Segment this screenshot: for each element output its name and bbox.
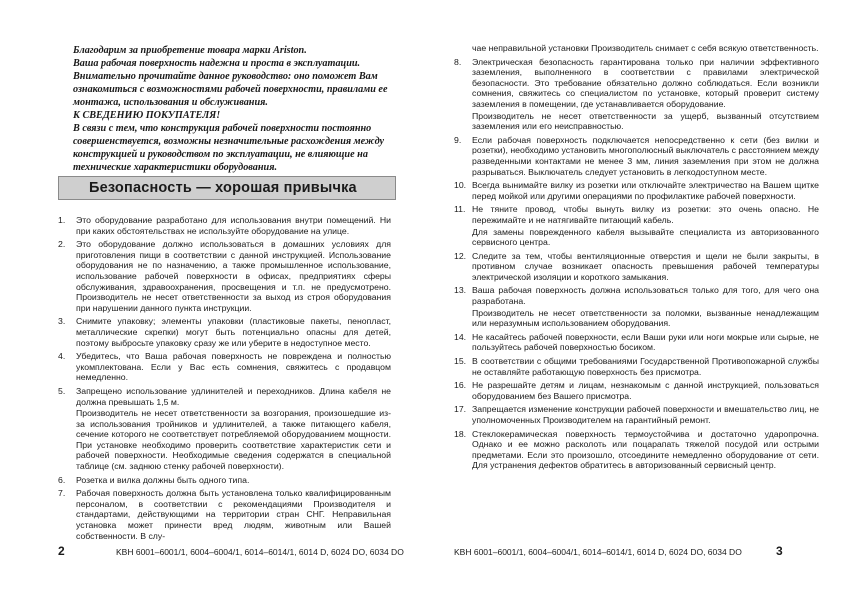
page-number-right: 3 <box>776 544 783 558</box>
model-footer-left: KBH 6001–6001/1, 6004–6004/1, 6014–6014/1, 6014 D, 6024 DO, 6034 DO <box>116 547 404 557</box>
safety-item: 12. Следите за тем, чтобы вентиляционные отверстия и щели не были закрыты, в противном случае возникает опасность превышения рабочей температуры электрической изоляции и короткого замыкания. <box>454 250 819 282</box>
continuation-text: чае неправильной установки Производитель снимает с себя всякую ответственность. <box>472 43 819 53</box>
safety-item: 11. Не тяните провод, чтобы вынуть вилку из розетки: это очень опасно. Не пережимайте и не натягивайте питающий кабель. Для замены поврежденного кабеля вызывайте специалиста из авторизованного сервисного центра. <box>454 204 819 248</box>
safety-item: 16. Не разрешайте детям и лицам, незнакомым с данной инструкцией, пользоваться оборудованием без Вашего присмотра. <box>454 380 819 401</box>
page-right <box>421 0 842 595</box>
safety-item: 14. Не касайтесь рабочей поверхности, если Ваши руки или ноги мокрые или сырые, не пользуйтесь рабочей поверхностью босиком. <box>454 331 819 353</box>
intro-reliable: Ваша рабочая поверхность надежна и проста в эксплуатации. <box>73 58 361 69</box>
safety-item: 15. В соответствии с общими требованиями Государственной Противопожарной службы не оставляйте работающую поверхность без присмотра. <box>454 356 819 377</box>
notice-text: В связи с тем, что конструкция рабочей поверхности постоянно совершенствуется, возможны незначительные расхождения между конструкцией и руководством по эксплуатации, не влияющие на технические характеристики оборудования. <box>73 123 385 173</box>
intro-thanks: Благодарим за приобретение товара марки Ariston. <box>73 45 307 56</box>
safety-item: 1. Это оборудование разработано для использования внутри помещений. Ни при каких обстоятельствах не используйте оборудование на улице. <box>58 215 391 236</box>
safety-item: 8. Электрическая безопасность гарантирована только при наличии эффективного заземления, выполненного в соответствии с правилами электрической безопасности. Это требование обязательно должно соблюдаться. Если возникли сомнения, свяжитесь со специалистом по установке, который проверит систему заземления в помещении, где устанавливается оборудование. Производитель не несет ответственности за ущерб, вызванный отсутствием заземления или его неисправностью. <box>454 56 819 132</box>
safety-item: 7. Рабочая поверхность должна быть установлена только квалифицированным персоналом, в соответствии с рекомендациями Производителя и стандартами, действующими на территории стран СНГ. Неправильная установка может принести вред людям, животным или Вашей собственности. В слу- <box>58 488 391 541</box>
model-footer-right: KBH 6001–6001/1, 6004–6004/1, 6014–6014/1, 6014 D, 6024 DO, 6034 DO <box>454 547 742 557</box>
notice-title: К СВЕДЕНИЮ ПОКУПАТЕЛЯ! <box>73 110 221 121</box>
safety-item: 5. Запрещено использование удлинителей и переходников. Длина кабеля не должна превышать 1,5 м. Производитель не несет ответственности за возгорания, произошедшие из-за использования тройников и удлинителей, а также питающего кабеля, сечение которого не соответствует потребляемой оборудованием мощности. При установке необходимо проверить соответствие характеристик сети и рабочей поверхности. Необходимые сведения содержатся в специальной таблице (см. заднюю стенку рабочей поверхности). <box>58 385 391 472</box>
safety-item: 18. Стеклокерамическая поверхность термоустойчива и достаточно ударопрочна. Однако и ее можно расколоть или поцарапать тяжелой посудой или острыми предметами. Если это произошло, отсоедините немедленно оборудование от сети. Для устранения дефектов обратитесь в авторизованный сервисный центр. <box>454 428 819 471</box>
safety-item: 6. Розетка и вилка должны быть одного типа. <box>58 474 250 485</box>
safety-item: 9. Если рабочая поверхность подключается непосредственно к сети (без вилки и розетки), необходимо установить многополюсный выключатель с расстоянием между разведенными контактами не менее 3 мм, линия заземления при этом не должна разрываться. Выключатель следует установить в легкодоступном месте. <box>454 134 819 177</box>
section-heading <box>58 176 396 200</box>
intro-read: Внимательно прочитайте данное руководство: оно поможет Вам ознакомиться с возможностями рабочей поверхности, правилами ее монтажа, использования и обслуживания. <box>73 71 388 108</box>
safety-item: 13. Ваша рабочая поверхность должна использоваться только для того, для чего она разработана. Производитель не несет ответственности за поломки, вызванные ненадлежащим или неразумным использованием оборудования. <box>454 285 819 329</box>
safety-item: 17. Запрещается изменение конструкции рабочей поверхности и вмешательство лиц, не уполномоченных Производителем на гарантийный ремонт. <box>454 404 819 425</box>
safety-item: 10. Всегда вынимайте вилку из розетки или отключайте электричество на Вашем щитке перед мойкой или другими операциями по профилактике рабочей поверхности. <box>454 180 819 201</box>
page-number-left: 2 <box>58 544 65 558</box>
safety-list-right <box>454 43 819 474</box>
safety-item: 4. Убедитесь, что Ваша рабочая поверхность не повреждена и полностью укомплектована. Если у Вас есть сомнения, свяжитесь с продавцом немедленно. <box>58 351 391 383</box>
safety-item: 2. Это оборудование должно использоваться в домашних условиях для приготовления пищи в соответствии с данной инструкцией. Использование оборудования не по назначению, а также промышленное использование, использование рабочей поверхности в офисах, предприятиях сферы обслуживания, здравоохранения, просвещения и т.п. не предусмотрено. Производитель не несет ответственности за выход из строя оборудования при нарушении данного пункта инструкции. <box>58 239 391 313</box>
safety-list-left <box>58 215 391 544</box>
safety-item: 3. Снимите упаковку; элементы упаковки (пластиковые пакеты, пенопласт, металлические скрепки) могут быть потенциально опасны для детей, поэтому выбросьте упаковку сразу же или уберите в недоступное место. <box>58 316 391 348</box>
section-heading-text: Безопасность — хорошая привычка <box>89 180 357 196</box>
intro-block <box>73 44 391 176</box>
